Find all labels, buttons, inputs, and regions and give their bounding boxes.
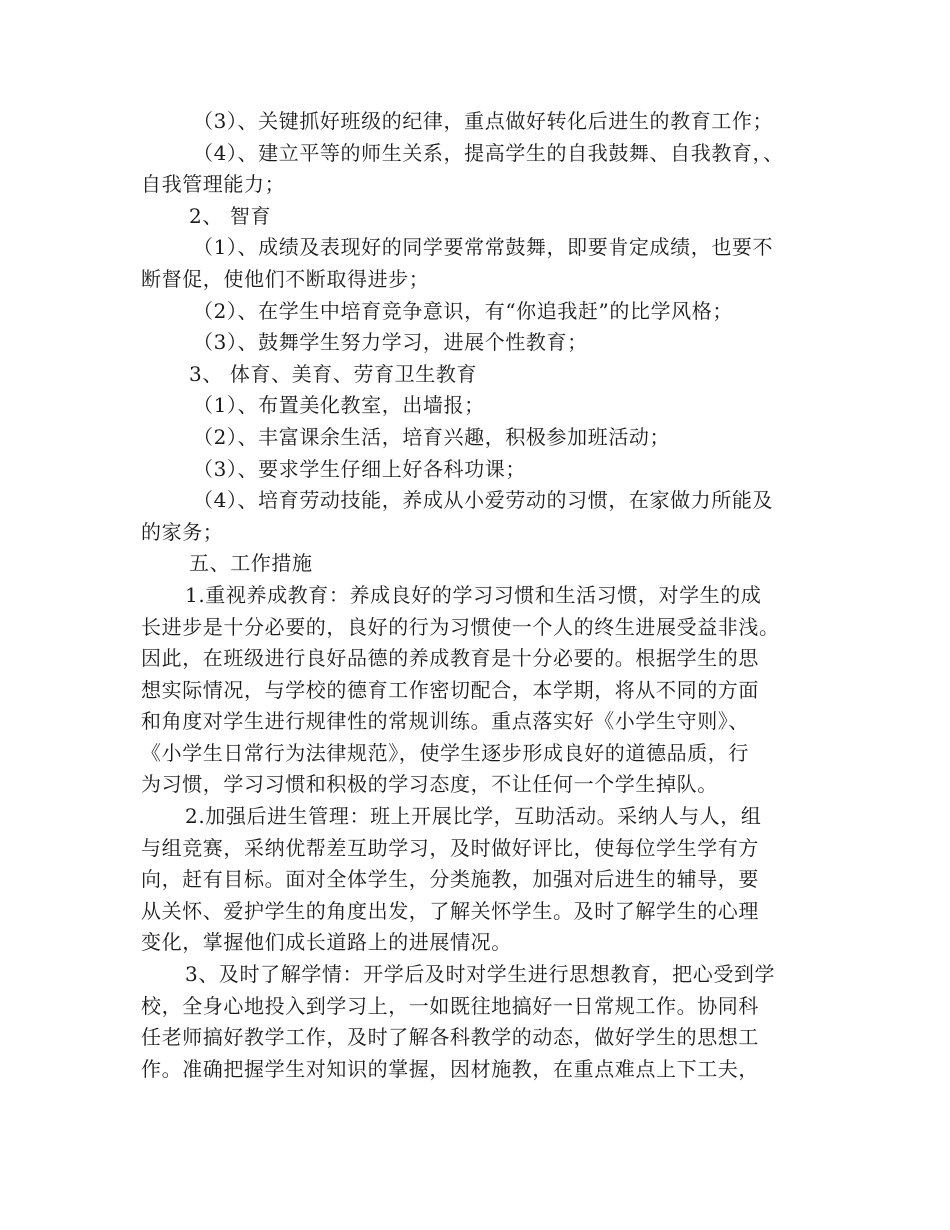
text-line: （3）、关键抓好班级的纪律，重点做好转化后进生的教育工作； [193,109,774,133]
text-line: 的家务； [141,519,224,544]
text-line: （4）、建立平等的师生关系，提高学生的自我鼓舞、自我教育，、 [193,140,784,165]
section-heading: 五、工作措施 [189,551,313,576]
paragraph-line: 变化，掌握他们成长道路上的进展情况。 [141,930,512,955]
paragraph-line: 因此，在班级进行良好品德的养成教育是十分必要的。根据学生的思 [141,646,759,671]
paragraph-line: 校，全身心地投入到学习上，一如既往地搞好一日常规工作。协同科 [141,993,759,1018]
paragraph-line: 《小学生日常行为法律规范》，使学生逐步形成良好的道德品质，行 [141,740,749,765]
paragraph-line: 向，赶有目标。面对全体学生，分类施教，加强对后进生的辅导，要 [141,867,759,892]
text-line: （4）、培育劳动技能，养成从小爱劳动的习惯，在家做力所能及 [193,488,774,513]
text-line: （1）、布置美化教室，出墙报； [193,393,485,418]
text-line: （1）、成绩及表现好的同学要常常鼓舞，即要肯定成绩，也要不 [193,235,774,260]
section-heading: 2、 智育 [189,203,272,228]
paragraph-line: 想实际情况，与学校的德育工作密切配合，本学期，将从不同的方面 [141,677,759,702]
paragraph-line: 为习惯，学习习惯和积极的学习态度，不让任何一个学生掉队。 [141,772,718,797]
paragraph-line: 任老师搞好教学工作，及时了解各科教学的动态，做好学生的思想工 [141,1025,759,1050]
paragraph-line: 作。准确把握学生对知识的掌握，因材施教，在重点难点上下工夫， [141,1056,759,1081]
paragraph-line: 从关怀、爱护学生的角度出发，了解关怀学生。及时了解学生的心理 [141,898,759,923]
text-line: （2）、在学生中培育竞争意识，有“你追我赶”的比学风格； [193,298,733,323]
paragraph-line: 2.加强后进生管理：班上开展比学，互助活动。采纳人与人，组 [185,804,762,829]
paragraph-line: 1.重视养成教育：养成良好的学习习惯和生活习惯，对学生的成 [185,582,762,607]
text-line: （3）、鼓舞学生努力学习，进展个性教育； [193,330,588,355]
paragraph-line: 和角度对学生进行规律性的常规训练。重点落实好《小学生守则》、 [141,709,749,734]
text-line: 断督促，使他们不断取得进步； [141,266,430,291]
paragraph-line: 3、及时了解学情：开学后及时对学生进行思想教育，把心受到学 [185,962,776,987]
text-line: （2）、丰富课余生活，培育兴趣，积极参加班活动； [193,424,671,449]
section-heading: 3、 体育、美育、劳育卫生教育 [189,361,478,386]
text-line: 自我管理能力； [141,172,286,197]
paragraph-line: 长进步是十分必要的，良好的行为习惯使一个人的终生进展受益非浅。 [141,614,780,639]
paragraph-line: 与组竞赛，采纳优帮差互助学习，及时做好评比，使每位学生学有方 [141,835,759,860]
text-line: （3）、要求学生仔细上好各科功课； [193,456,526,481]
document-body [141,106,821,1085]
